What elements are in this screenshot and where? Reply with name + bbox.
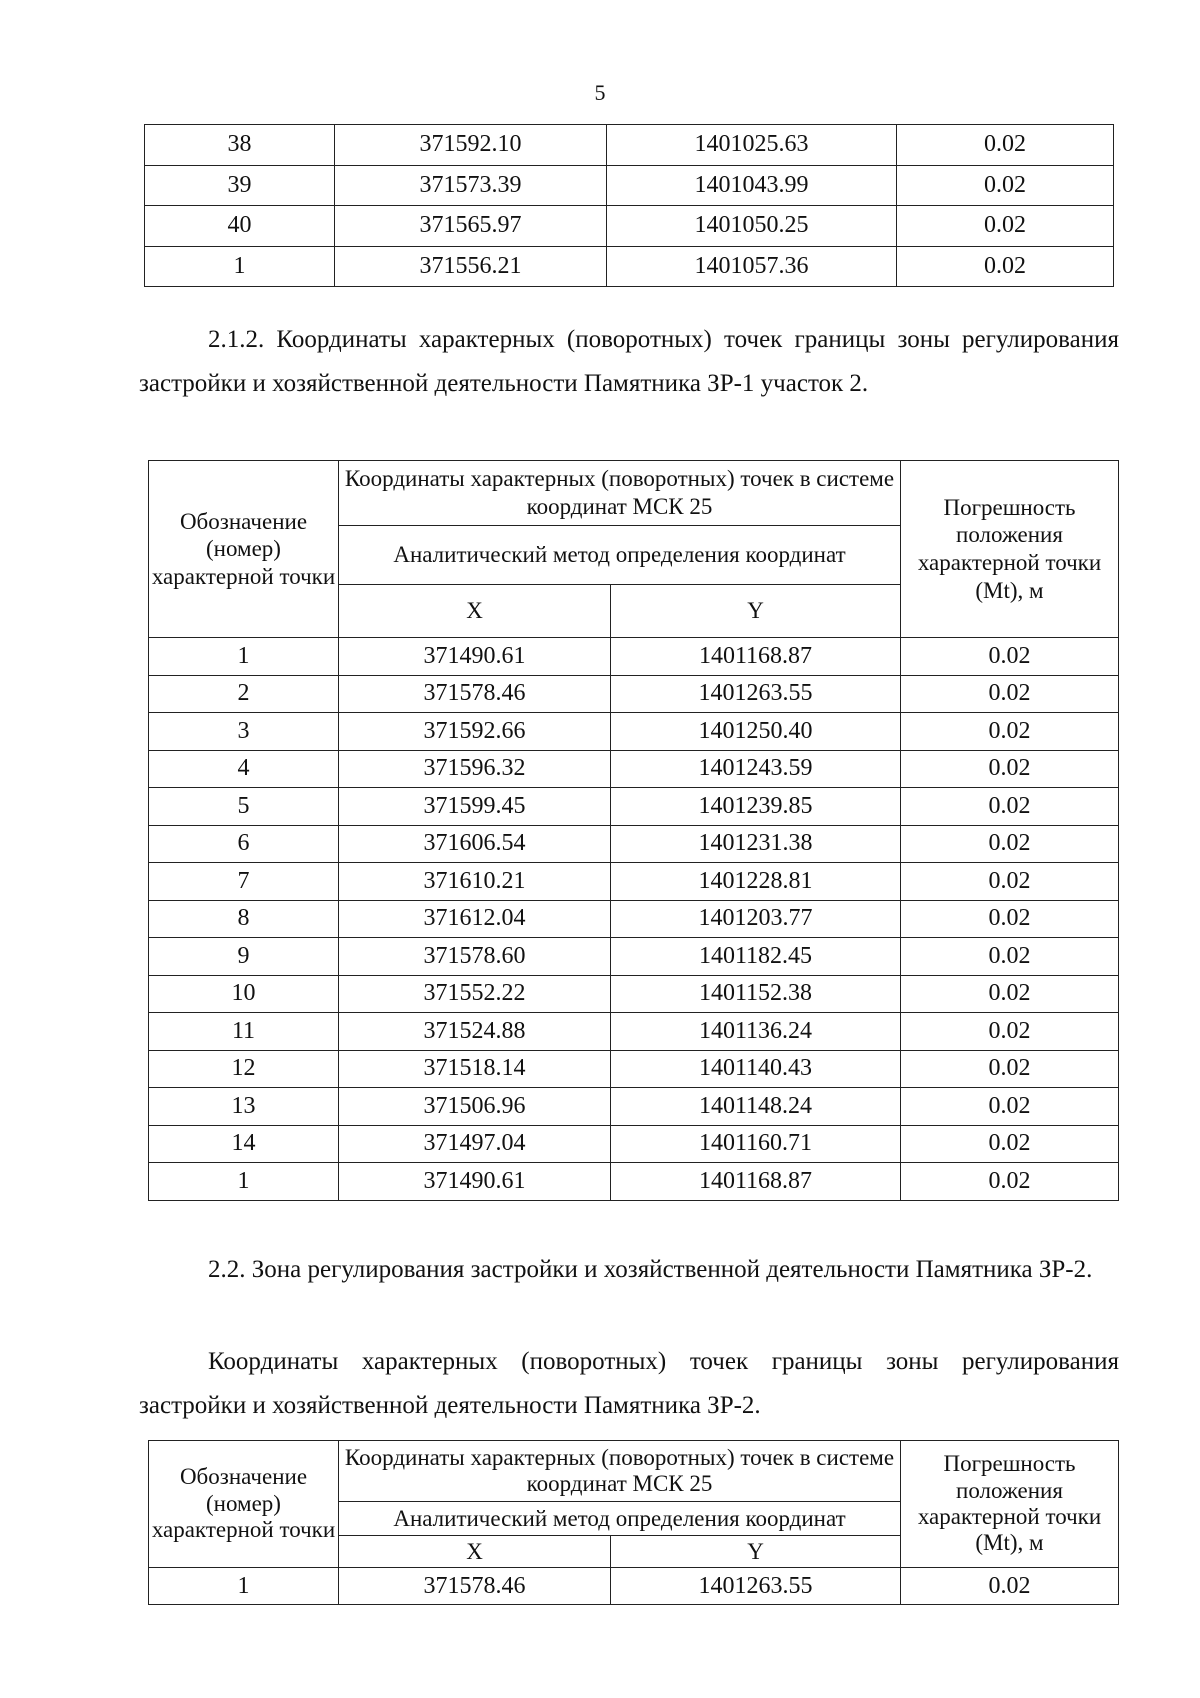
x-coordinate-cell: 371573.39 [335, 165, 607, 206]
table-row [149, 1050, 1119, 1088]
point-number-cell: 8 [149, 900, 339, 938]
header-coordinates: Координаты характерных (поворотных) точек в системе координат МСК 25 [339, 1441, 901, 1502]
error-cell: 0.02 [901, 938, 1119, 976]
table-row [145, 206, 1114, 247]
table-row [149, 788, 1119, 826]
table-row [149, 900, 1119, 938]
error-cell: 0.02 [901, 1125, 1119, 1163]
point-number-cell: 5 [149, 788, 339, 826]
table-row [149, 1568, 1119, 1605]
table-row [149, 863, 1119, 901]
y-coordinate-cell: 1401152.38 [611, 975, 901, 1013]
error-cell: 0.02 [897, 125, 1114, 166]
table-row [149, 638, 1119, 676]
y-coordinate-cell: 1401250.40 [611, 713, 901, 751]
y-coordinate-cell: 1401136.24 [611, 1013, 901, 1051]
error-cell: 0.02 [901, 1088, 1119, 1126]
x-coordinate-cell: 371599.45 [339, 788, 611, 826]
point-number-cell: 38 [145, 125, 335, 166]
point-number-cell: 1 [149, 638, 339, 676]
x-coordinate-cell: 371497.04 [339, 1125, 611, 1163]
header-method: Аналитический метод определения координат [339, 526, 901, 585]
point-number-cell: 13 [149, 1088, 339, 1126]
error-cell: 0.02 [901, 788, 1119, 826]
header-error: Погрешность положения характерной точки (Mt), м [901, 461, 1119, 638]
header-designation: Обозначение (номер) характерной точки [149, 1441, 339, 1568]
coordinates-table-continued [144, 124, 1114, 287]
table-row [149, 825, 1119, 863]
coordinates-table-zr2 [148, 1440, 1119, 1605]
x-coordinate-cell: 371610.21 [339, 863, 611, 901]
page-number: 5 [594, 80, 606, 105]
y-coordinate-cell: 1401050.25 [607, 206, 897, 247]
error-cell: 0.02 [901, 863, 1119, 901]
x-coordinate-cell: 371506.96 [339, 1088, 611, 1126]
point-number-cell: 12 [149, 1050, 339, 1088]
error-cell: 0.02 [901, 900, 1119, 938]
header-x: X [339, 1536, 611, 1568]
point-number-cell: 40 [145, 206, 335, 247]
table-row [149, 713, 1119, 751]
table-row [149, 1013, 1119, 1051]
table-row [149, 1125, 1119, 1163]
error-cell: 0.02 [901, 1050, 1119, 1088]
header-y: Y [611, 1536, 901, 1568]
error-cell: 0.02 [901, 1163, 1119, 1201]
y-coordinate-cell: 1401140.43 [611, 1050, 901, 1088]
x-coordinate-cell: 371490.61 [339, 1163, 611, 1201]
x-coordinate-cell: 371578.46 [339, 675, 611, 713]
x-coordinate-cell: 371596.32 [339, 750, 611, 788]
point-number-cell: 39 [145, 165, 335, 206]
point-number-cell: 1 [145, 246, 335, 287]
x-coordinate-cell: 371556.21 [335, 246, 607, 287]
x-coordinate-cell: 371606.54 [339, 825, 611, 863]
y-coordinate-cell: 1401057.36 [607, 246, 897, 287]
point-number-cell: 2 [149, 675, 339, 713]
error-cell: 0.02 [901, 713, 1119, 751]
y-coordinate-cell: 1401168.87 [611, 638, 901, 676]
error-cell: 0.02 [901, 975, 1119, 1013]
y-coordinate-cell: 1401263.55 [611, 675, 901, 713]
y-coordinate-cell: 1401231.38 [611, 825, 901, 863]
y-coordinate-cell: 1401228.81 [611, 863, 901, 901]
header-coordinates: Координаты характерных (поворотных) точек в системе координат МСК 25 [339, 461, 901, 526]
error-cell: 0.02 [901, 1568, 1119, 1605]
y-coordinate-cell: 1401182.45 [611, 938, 901, 976]
table-body [145, 125, 1114, 287]
error-cell: 0.02 [901, 750, 1119, 788]
table-row [149, 938, 1119, 976]
error-cell: 0.02 [901, 1013, 1119, 1051]
y-coordinate-cell: 1401263.55 [611, 1568, 901, 1605]
table-row [145, 165, 1114, 206]
header-y: Y [611, 585, 901, 638]
x-coordinate-cell: 371552.22 [339, 975, 611, 1013]
error-cell: 0.02 [901, 638, 1119, 676]
table-row [149, 750, 1119, 788]
error-cell: 0.02 [897, 206, 1114, 247]
header-x: X [339, 585, 611, 638]
table-row [145, 246, 1114, 287]
section-2-2-heading: 2.2. Зона регулирования застройки и хозяйственной деятельности Памятника ЗР-2. [208, 1256, 1093, 1283]
y-coordinate-cell: 1401025.63 [607, 125, 897, 166]
y-coordinate-cell: 1401160.71 [611, 1125, 901, 1163]
header-method: Аналитический метод определения координат [339, 1502, 901, 1536]
y-coordinate-cell: 1401168.87 [611, 1163, 901, 1201]
point-number-cell: 4 [149, 750, 339, 788]
coordinates-table-zr1-plot2 [148, 460, 1119, 1201]
point-number-cell: 9 [149, 938, 339, 976]
y-coordinate-cell: 1401239.85 [611, 788, 901, 826]
x-coordinate-cell: 371524.88 [339, 1013, 611, 1051]
x-coordinate-cell: 371612.04 [339, 900, 611, 938]
error-cell: 0.02 [901, 675, 1119, 713]
error-cell: 0.02 [897, 165, 1114, 206]
y-coordinate-cell: 1401243.59 [611, 750, 901, 788]
x-coordinate-cell: 371518.14 [339, 1050, 611, 1088]
point-number-cell: 3 [149, 713, 339, 751]
table-row [145, 125, 1114, 166]
point-number-cell: 10 [149, 975, 339, 1013]
table-row [149, 975, 1119, 1013]
section-2-1-2-heading: 2.1.2. Координаты характерных (поворотных) точек границы зоны регулирования застройки и хозяйственной деятельности Памятника ЗР-1 участок 2. [139, 326, 1119, 397]
table-row [149, 1088, 1119, 1126]
error-cell: 0.02 [897, 246, 1114, 287]
point-number-cell: 6 [149, 825, 339, 863]
x-coordinate-cell: 371592.10 [335, 125, 607, 166]
point-number-cell: 11 [149, 1013, 339, 1051]
point-number-cell: 1 [149, 1163, 339, 1201]
table-row [149, 675, 1119, 713]
x-coordinate-cell: 371578.60 [339, 938, 611, 976]
section-2-2-subheading: Координаты характерных (поворотных) точек границы зоны регулирования застройки и хозяйственной деятельности Памятника ЗР-2. [139, 1348, 1119, 1419]
error-cell: 0.02 [901, 825, 1119, 863]
y-coordinate-cell: 1401043.99 [607, 165, 897, 206]
table-row [149, 1163, 1119, 1201]
y-coordinate-cell: 1401148.24 [611, 1088, 901, 1126]
table-body [149, 638, 1119, 1201]
x-coordinate-cell: 371490.61 [339, 638, 611, 676]
table-body [149, 1568, 1119, 1605]
point-number-cell: 7 [149, 863, 339, 901]
point-number-cell: 14 [149, 1125, 339, 1163]
header-designation: Обозначение (номер) характерной точки [149, 461, 339, 638]
y-coordinate-cell: 1401203.77 [611, 900, 901, 938]
point-number-cell: 1 [149, 1568, 339, 1605]
x-coordinate-cell: 371565.97 [335, 206, 607, 247]
header-error: Погрешность положения характерной точки (Mt), м [901, 1441, 1119, 1568]
x-coordinate-cell: 371578.46 [339, 1568, 611, 1605]
x-coordinate-cell: 371592.66 [339, 713, 611, 751]
